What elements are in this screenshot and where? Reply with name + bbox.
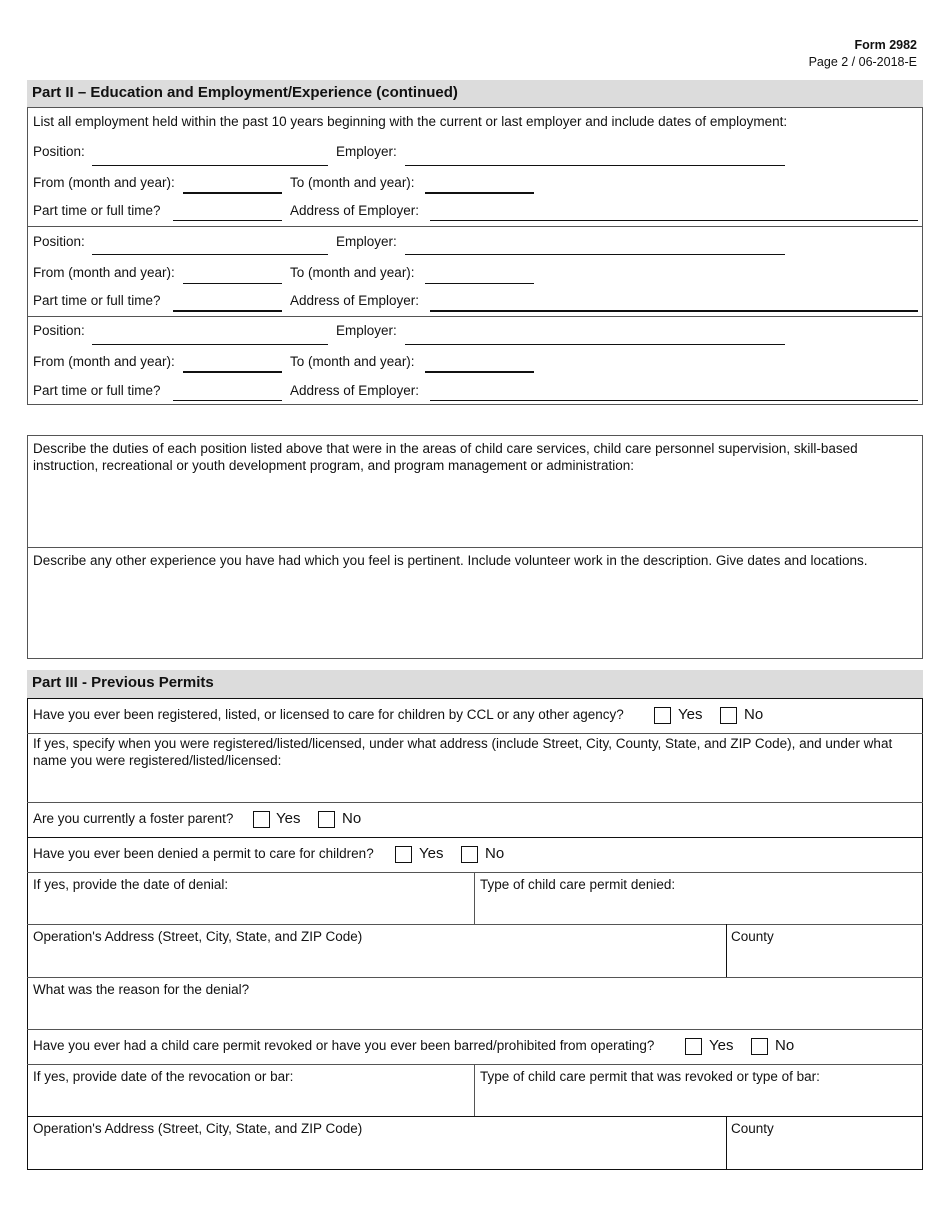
denial-type-label: Type of child care permit denied: xyxy=(480,877,676,892)
denial-op-address-field[interactable] xyxy=(28,947,725,975)
p3-divider-9 xyxy=(27,1116,923,1117)
from-label-1: From (month and year): xyxy=(33,175,175,190)
to-field-1[interactable] xyxy=(425,192,534,194)
address-field-1[interactable] xyxy=(430,220,918,221)
employment-instruction: List all employment held within the past 10 years beginning with the current or last employer and include dates of employment: xyxy=(33,114,788,129)
registered-no-label: No xyxy=(744,706,764,723)
foster-no-label: No xyxy=(342,810,362,827)
to-label-3: To (month and year): xyxy=(290,354,415,369)
job-divider-1 xyxy=(27,226,923,227)
part3-title: Part III - Previous Permits xyxy=(27,670,923,698)
p3-divider-8 xyxy=(27,1064,923,1065)
address-label-2: Address of Employer: xyxy=(290,293,420,308)
p3-divider-7 xyxy=(27,1029,923,1030)
revocation-date-field[interactable] xyxy=(28,1087,474,1115)
revoked-no-label: No xyxy=(775,1037,795,1054)
registered-detail-field[interactable] xyxy=(28,770,922,801)
revocation-date-label: If yes, provide date of the revocation or bar: xyxy=(33,1069,294,1084)
from-field-2[interactable] xyxy=(183,283,282,284)
position-field-1[interactable] xyxy=(92,165,328,166)
employer-field-2[interactable] xyxy=(405,254,785,255)
form-number: Form 2982 xyxy=(854,38,917,52)
q-revoked: Have you ever had a child care permit revoked or have you ever been barred/prohibited from operating? xyxy=(33,1038,655,1053)
denied-yes-label: Yes xyxy=(419,845,444,862)
registered-yes-label: Yes xyxy=(678,706,703,723)
from-field-3[interactable] xyxy=(183,371,282,373)
employer-label-3: Employer: xyxy=(336,323,397,338)
p3-divider-6 xyxy=(27,977,923,978)
denial-county-label: County xyxy=(731,929,774,944)
other-experience-prompt: Describe any other experience you have had which you feel is pertinent. Include volunteer work in the description. Give dates and locations. xyxy=(33,553,868,568)
denial-type-field[interactable] xyxy=(476,895,922,923)
revocation-type-label: Type of child care permit that was revoked or type of bar: xyxy=(480,1069,820,1084)
page-info: Page 2 / 06-2018-E xyxy=(808,55,917,69)
part-full-label-1: Part time or full time? xyxy=(33,203,161,218)
revocation-op-address-field[interactable] xyxy=(28,1139,725,1168)
revoked-no-checkbox[interactable] xyxy=(751,1038,768,1055)
denial-reason-label: What was the reason for the denial? xyxy=(33,982,250,997)
denial-date-field[interactable] xyxy=(28,895,474,923)
revocation-op-address-label: Operation's Address (Street, City, State, and ZIP Code) xyxy=(33,1121,363,1136)
part-full-field-3[interactable] xyxy=(173,400,282,401)
to-field-2[interactable] xyxy=(425,283,534,284)
job-divider-2 xyxy=(27,316,923,317)
address-field-3[interactable] xyxy=(430,400,918,401)
foster-yes-label: Yes xyxy=(276,810,301,827)
foster-yes-checkbox[interactable] xyxy=(253,811,270,828)
revoked-yes-label: Yes xyxy=(709,1037,734,1054)
p3-divider-5 xyxy=(27,924,923,925)
p3-divider-4 xyxy=(27,872,923,873)
to-label-2: To (month and year): xyxy=(290,265,415,280)
denied-no-label: No xyxy=(485,845,505,862)
employer-label-1: Employer: xyxy=(336,144,397,159)
p3-vdivider-3 xyxy=(474,1064,475,1117)
registered-yes-checkbox[interactable] xyxy=(654,707,671,724)
revoked-yes-checkbox[interactable] xyxy=(685,1038,702,1055)
address-field-2[interactable] xyxy=(430,310,918,312)
p3-divider-1 xyxy=(27,733,923,734)
address-label-1: Address of Employer: xyxy=(290,203,420,218)
p3-divider-2 xyxy=(27,802,923,803)
revocation-county-label: County xyxy=(731,1121,774,1136)
position-label-2: Position: xyxy=(33,234,85,249)
denial-county-field[interactable] xyxy=(728,947,922,975)
q-registered: Have you ever been registered, listed, or licensed to care for children by CCL or any other agency? xyxy=(33,707,624,722)
part-full-field-2[interactable] xyxy=(173,310,282,312)
denied-no-checkbox[interactable] xyxy=(461,846,478,863)
employer-label-2: Employer: xyxy=(336,234,397,249)
employer-field-1[interactable] xyxy=(405,165,785,166)
part2-title: Part II – Education and Employment/Experience (continued) xyxy=(27,80,923,107)
registered-detail-prompt: If yes, specify when you were registered/listed/licensed, under what address (include Street, City, County, State, and ZIP Code), and under what name you were registered/listed/licensed: xyxy=(33,736,893,768)
from-label-3: From (month and year): xyxy=(33,354,175,369)
employer-field-3[interactable] xyxy=(405,344,785,345)
duties-textarea[interactable] xyxy=(28,476,922,546)
position-label-1: Position: xyxy=(33,144,85,159)
q-foster: Are you currently a foster parent? xyxy=(33,811,234,826)
registered-no-checkbox[interactable] xyxy=(720,707,737,724)
position-field-3[interactable] xyxy=(92,344,328,345)
revocation-county-field[interactable] xyxy=(728,1139,922,1168)
p3-vdivider-1 xyxy=(474,872,475,924)
to-label-1: To (month and year): xyxy=(290,175,415,190)
part-full-label-3: Part time or full time? xyxy=(33,383,161,398)
denial-op-address-label: Operation's Address (Street, City, State, and ZIP Code) xyxy=(33,929,363,944)
q-denied: Have you ever been denied a permit to care for children? xyxy=(33,846,374,861)
denied-yes-checkbox[interactable] xyxy=(395,846,412,863)
to-field-3[interactable] xyxy=(425,371,534,373)
part-full-field-1[interactable] xyxy=(173,220,282,221)
p3-divider-3 xyxy=(27,837,923,838)
denial-date-label: If yes, provide the date of denial: xyxy=(33,877,229,892)
address-label-3: Address of Employer: xyxy=(290,383,420,398)
position-field-2[interactable] xyxy=(92,254,328,255)
foster-no-checkbox[interactable] xyxy=(318,811,335,828)
p3-vdivider-4 xyxy=(726,1116,727,1170)
p3-vdivider-2 xyxy=(726,924,727,977)
from-label-2: From (month and year): xyxy=(33,265,175,280)
part-full-label-2: Part time or full time? xyxy=(33,293,161,308)
duties-prompt: Describe the duties of each position listed above that were in the areas of child care services, child care personnel supervision, skill-based instruction, recreational or youth development program, and program management or administration: xyxy=(33,441,858,473)
position-label-3: Position: xyxy=(33,323,85,338)
revocation-type-field[interactable] xyxy=(476,1087,922,1115)
other-experience-textarea[interactable] xyxy=(28,572,922,658)
from-field-1[interactable] xyxy=(183,192,282,194)
experience-divider xyxy=(27,547,923,548)
denial-reason-field[interactable] xyxy=(28,1000,922,1028)
